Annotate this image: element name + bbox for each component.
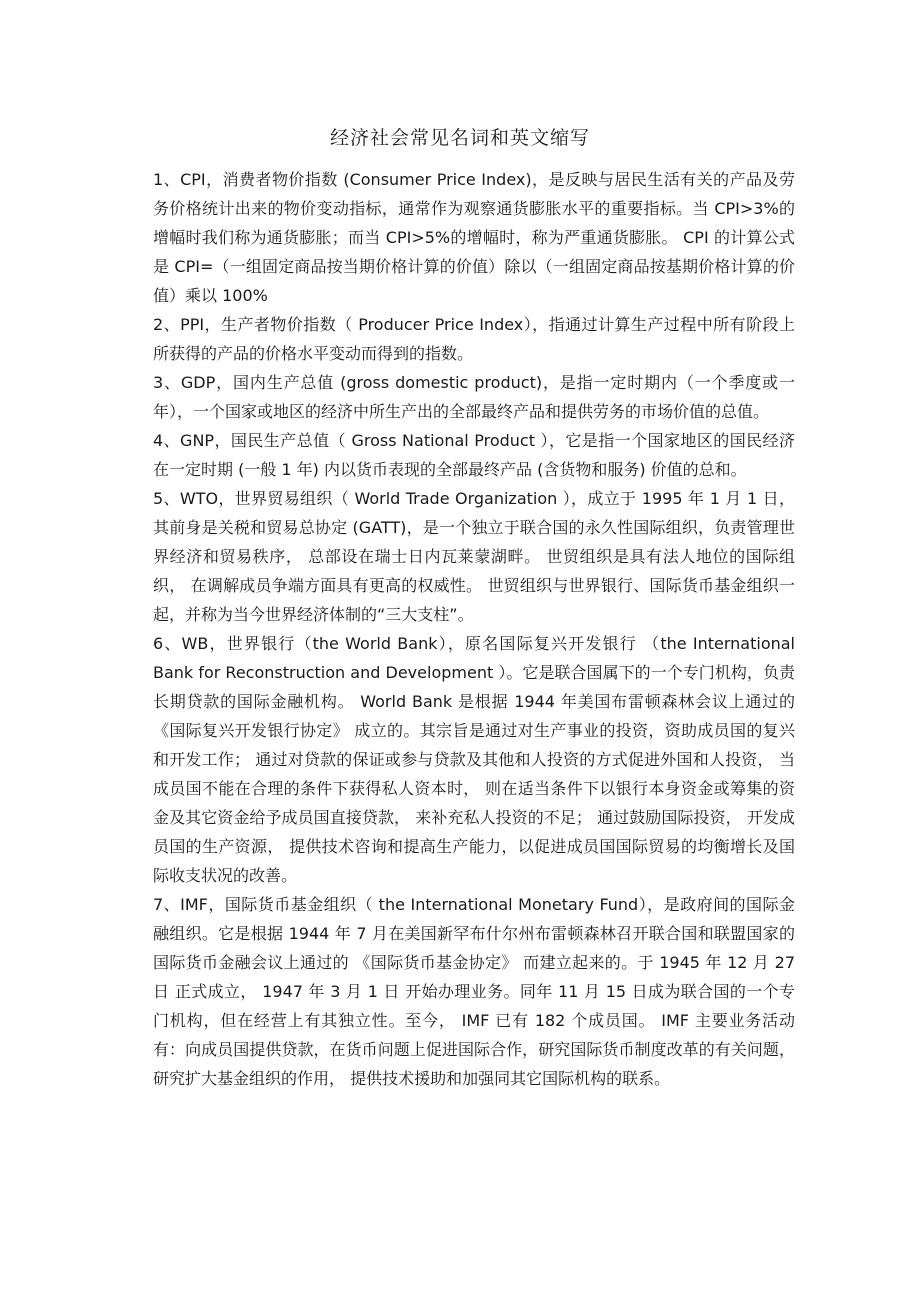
- entry-ppi: 2、PPI，生产者物价指数（ Producer Price Index），指通过计算生产过程中所有阶段上所获得的产品的价格水平变动而得到的指数。: [153, 315, 795, 363]
- entry-cpi: 1、CPI，消费者物价指数 (Consumer Price Index)，是反映与居民生活有关的产品及劳务价格统计出来的物价变动指标，通常作为观察通货膨胀水平的重要指标。当 CPI>3%的增幅时我们称为通货膨胀；而当 CPI>5%的增幅时，称为严重通货膨胀。 CPI 的计算公式是 CPI=（一组固定商品按当期价格计算的价值）除以（一组固定商品按基期价格计算的价值）乘以 100%: [153, 170, 795, 305]
- document-body: [153, 165, 795, 1093]
- document-title: 经济社会常见名词和英文缩写: [329, 127, 590, 149]
- entry-wb: 6、WB，世界银行（the World Bank），原名国际复兴开发银行 （the International Bank for Reconstruction and Development ）。它是联合国属下的一个专门机构，负责长期贷款的国际金融机构。 World Bank 是根据 1944 年美国布雷顿森林会议上通过的 《国际复兴开发银行协定》 成立的。其宗旨是通过对生产事业的投资，资助成员国的复兴和开发工作； 通过对贷款的保证或参与贷款及其他和人投资的方式促进外国和人投资， 当成员国不能在合理的条件下获得私人资本时， 则在适当条件下以银行本身资金或筹集的资金及其它资金给予成员国直接贷款， 来补充私人投资的不足； 通过鼓励国际投资， 开发成员国的生产资源， 提供技术咨询和提高生产能力，以促进成员国国际贸易的均衡增长及国际收支状况的改善。: [153, 634, 795, 885]
- entry-imf: 7、IMF，国际货币基金组织（ the International Monetary Fund），是政府间的国际金融组织。它是根据 1944 年 7 月在美国新罕布什尔州布雷顿森林召开联合国和联盟国家的国际货币金融会议上通过的 《国际货币基金协定》 而建立起来的。于 1945 年 12 月 27 日 正式成立， 1947 年 3 月 1 日 开始办理业务。同年 11 月 15 日成为联合国的一个专门机构，但在经营上有其独立性。至今， IMF 已有 182 个成员国。 IMF 主要业务活动有：向成员国提供贷款，在货币问题上促进国际合作，研究国际货币制度改革的有关问题， 研究扩大基金组织的作用， 提供技术援助和加强同其它国际机构的联系。: [153, 895, 795, 1088]
- entry-gnp: 4、GNP，国民生产总值（ Gross National Product ），它是指一个国家地区的国民经济在一定时期 (一般 1 年) 内以货币表现的全部最终产品 (含货物和服务) 价值的总和。: [153, 431, 795, 479]
- entry-wto: 5、WTO，世界贸易组织（ World Trade Organization ），成立于 1995 年 1 月 1 日，其前身是关税和贸易总协定 (GATT)，是一个独立于联合国的永久性国际组织，负责管理世界经济和贸易秩序， 总部设在瑞士日内瓦莱蒙湖畔。 世贸组织是具有法人地位的国际组织， 在调解成员争端方面具有更高的权威性。 世贸组织与世界银行、国际货币基金组织一起，并称为当今世界经济体制的“三大支柱”。: [153, 489, 795, 624]
- entry-gdp: 3、GDP，国内生产总值 (gross domestic product)，是指一定时期内（一个季度或一年），一个国家或地区的经济中所生产出的全部最终产品和提供劳务的市场价值的总值。: [153, 373, 795, 421]
